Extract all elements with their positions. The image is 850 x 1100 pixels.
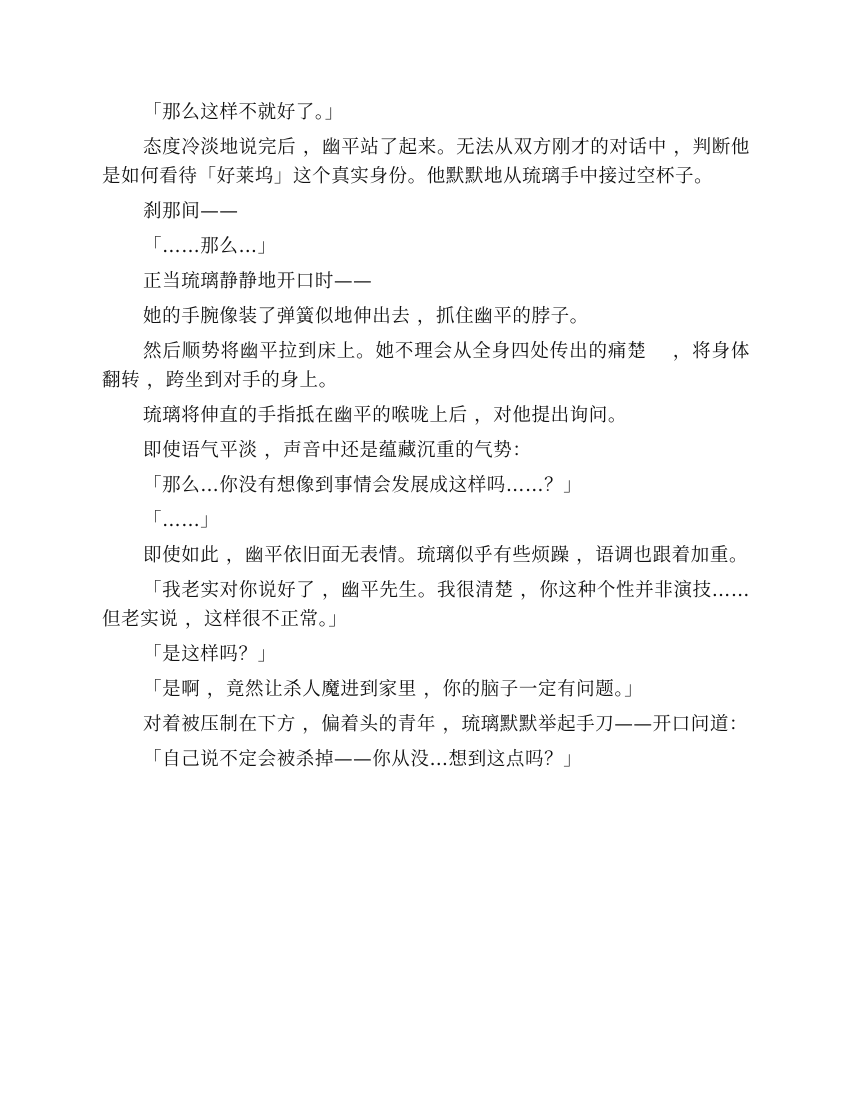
paragraph: 她的手腕像装了弹簧似地伸出去 ，抓住幽平的脖子。 [143, 306, 589, 327]
paragraph: 「我老实对你说好了 ，幽平先生。我很清楚 ，你这种个性并非演技……但老实说 ，这样很不正常。」 [102, 580, 750, 630]
paragraph: 「是这样吗？」 [143, 644, 277, 665]
paragraph: 即使语气平淡 ，声音中还是蕴藏沉重的气势： [143, 440, 532, 461]
body-text [102, 98, 750, 780]
paragraph: 即使如此 ，幽平依旧面无表情。琉璃似乎有些烦躁 ，语调也跟着加重。 [143, 545, 749, 566]
paragraph: 态度冷淡地说完后 ，幽平站了起来。无法从双方刚才的对话中 ，判断他是如何看待「好莱坞」这个真实身份。他默默地从琉璃手中接过空杯子。 [102, 137, 750, 187]
paragraph: 「……那么…」 [143, 236, 277, 257]
paragraph: 正当琉璃静静地开口时—— [143, 271, 373, 292]
paragraph: 「自己说不定会被杀掉——你从没…想到这点吗？」 [143, 749, 583, 770]
paragraph: 琉璃将伸直的手指抵在幽平的喉咙上后 ，对他提出询问。 [143, 405, 627, 426]
paragraph: 对着被压制在下方 ，偏着头的青年 ，琉璃默默举起手刀——开口问道： [143, 714, 749, 735]
paragraph: 刹那间—— [143, 201, 239, 222]
paragraph: 「……」 [143, 510, 220, 531]
paragraph: 然后顺势将幽平拉到床上。她不理会从全身四处传出的痛楚 ，将身体翻转 ，跨坐到对手的身上。 [102, 341, 750, 391]
paragraph: 「那么…你没有想像到事情会发展成这样吗……？」 [143, 475, 583, 496]
paragraph: 「是啊 ，竟然让杀人魔进到家里 ，你的脑子一定有问题。」 [143, 679, 644, 700]
paragraph: 「那么这样不就好了。」 [143, 102, 344, 123]
